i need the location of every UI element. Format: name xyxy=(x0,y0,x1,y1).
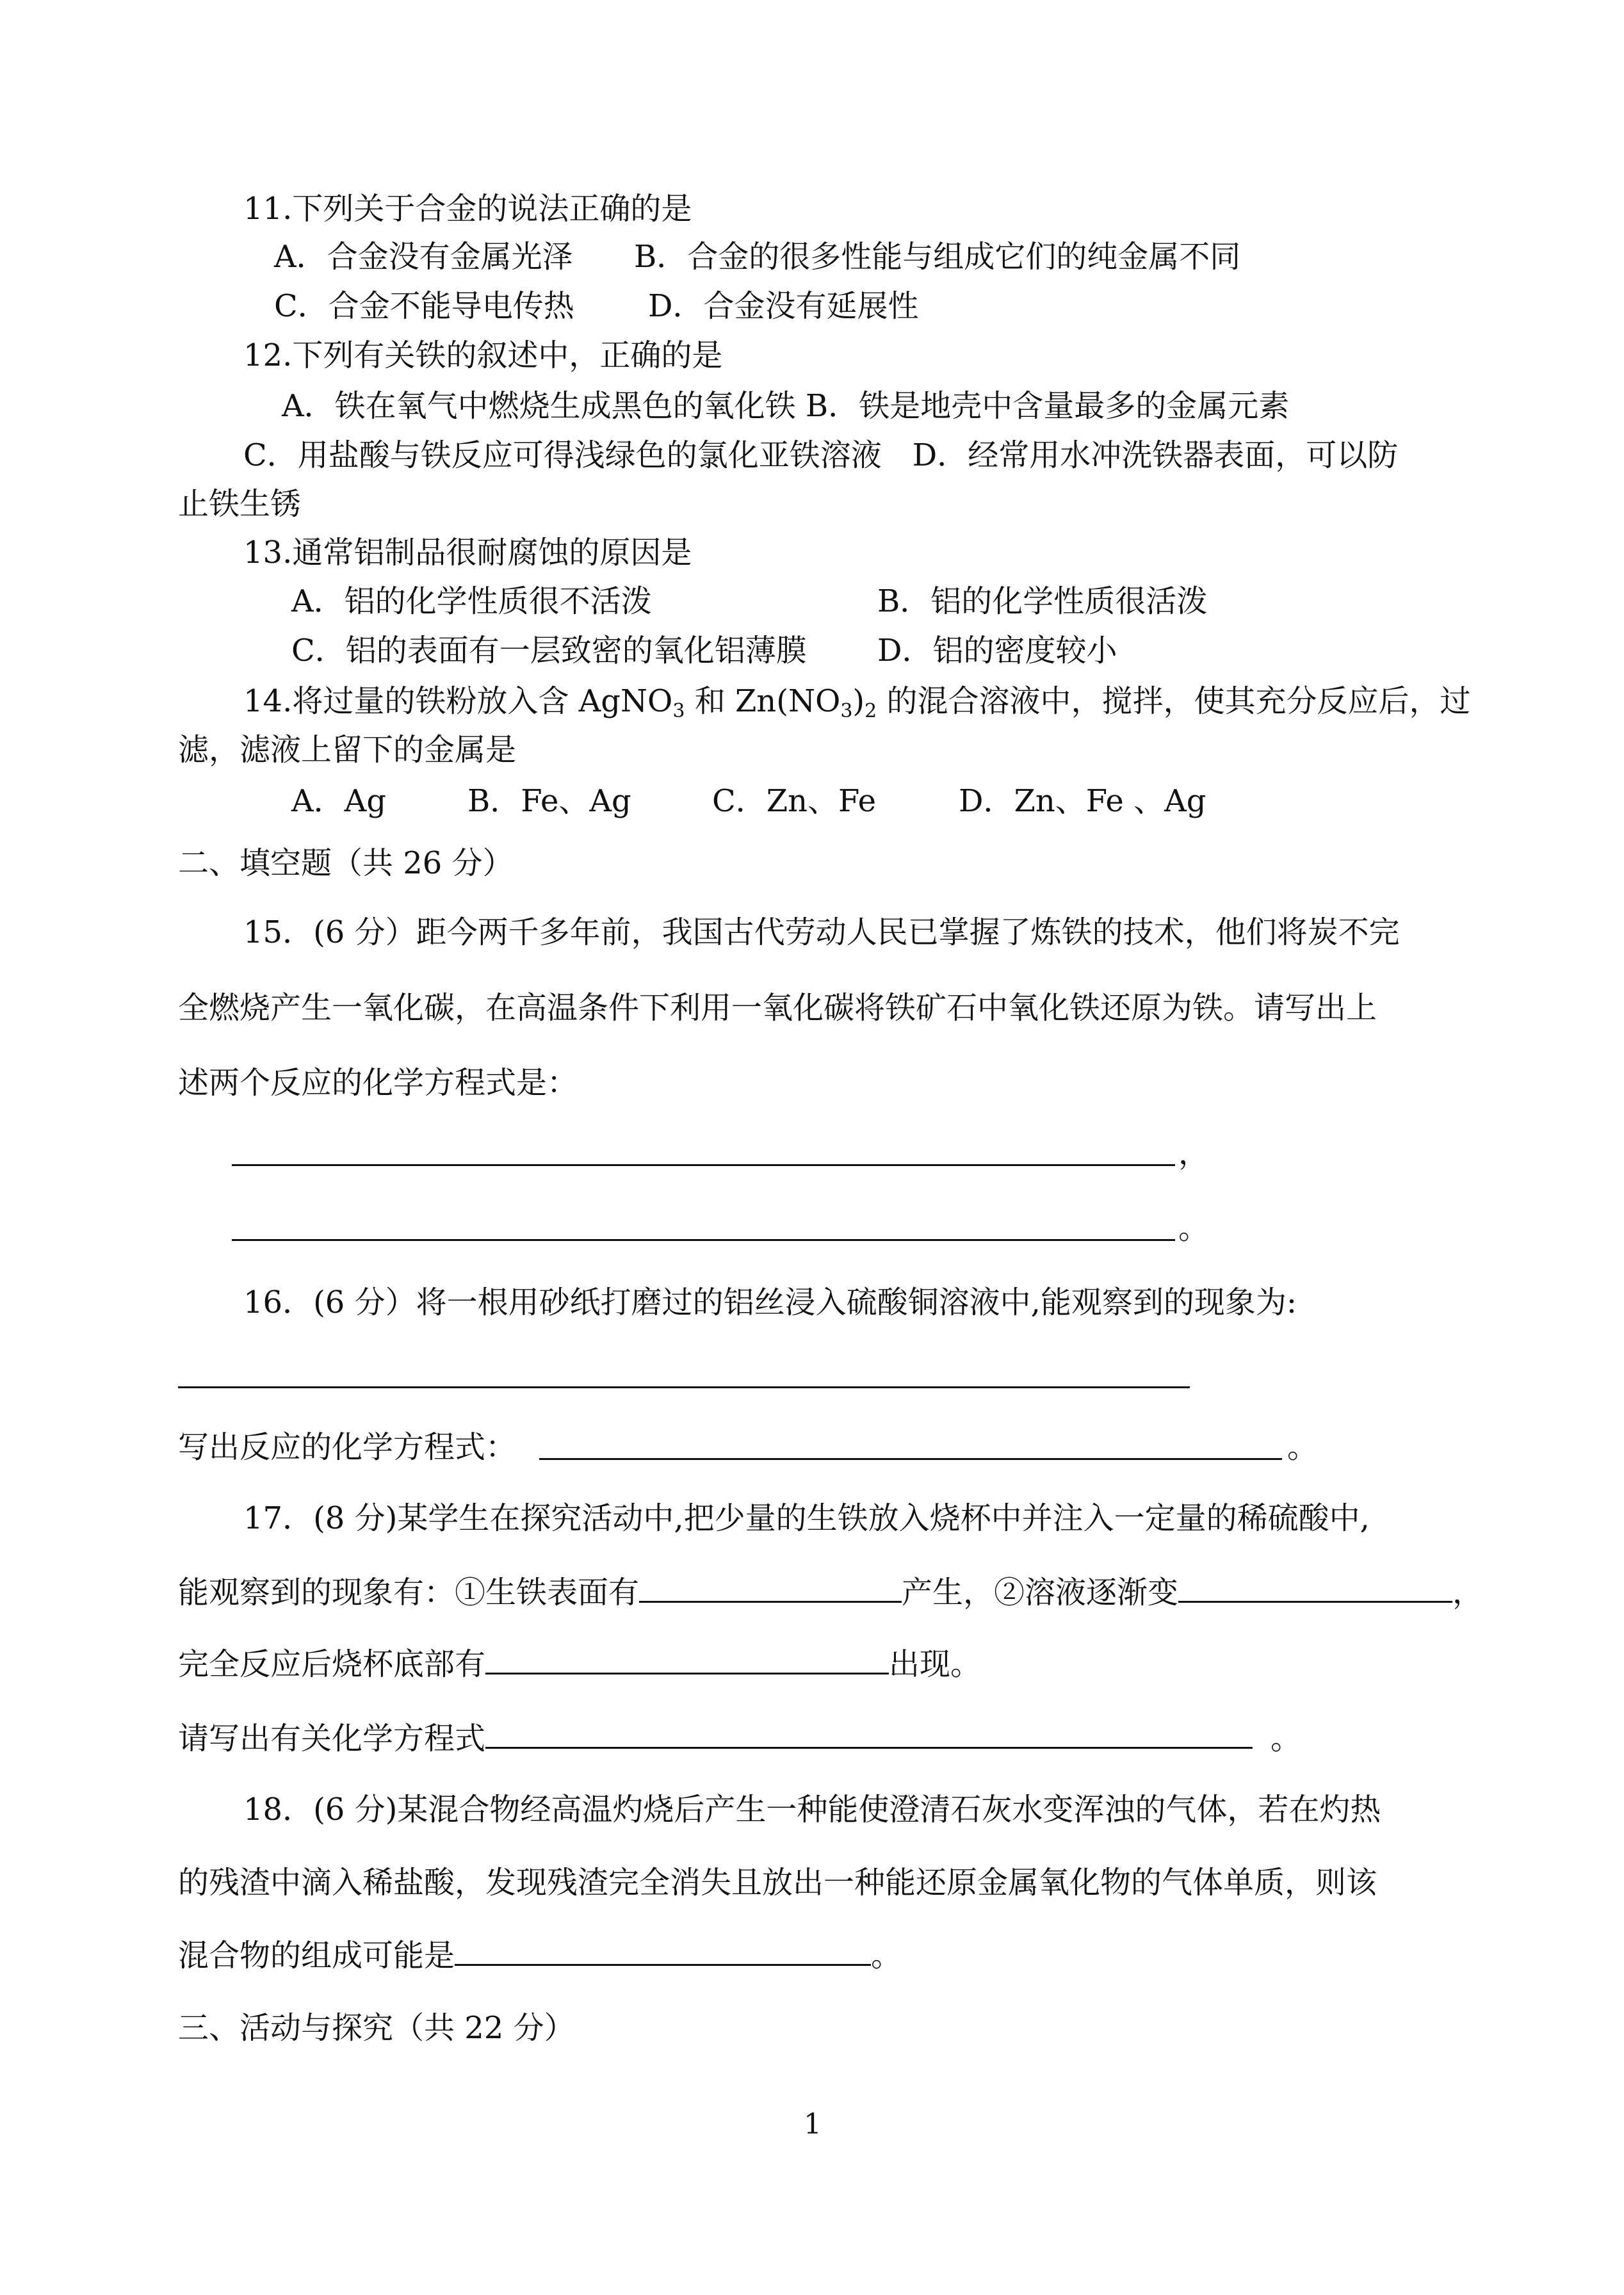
q17-line-2-part-a: 能观察到的现象有：①生铁表面有 xyxy=(178,1575,640,1610)
q17-line-4 xyxy=(178,1717,1301,1758)
q11-option-c: C．合金不能导电传热 xyxy=(274,288,574,324)
q17-line-1: 17．(8 分)某学生在探究活动中,把少量的生铁放入烧杯中并注入一定量的稀硫酸中, xyxy=(243,1500,1370,1536)
q17-blank-residue[interactable] xyxy=(485,1643,889,1675)
q14-stem-mid2: ) xyxy=(852,683,865,719)
q17-blank-gas[interactable] xyxy=(639,1571,902,1603)
q13-option-c: C．铝的表面有一层致密的氧化铝薄膜 xyxy=(291,633,807,669)
q12-continuation: 止铁生锈 xyxy=(178,486,302,522)
q11-stem: 11.下列关于合金的说法正确的是 xyxy=(243,191,692,227)
q14-stem-post: 的混合溶液中，搅拌，使其充分反应后，过 xyxy=(877,683,1471,719)
q16-observation-blank[interactable] xyxy=(178,1386,1190,1388)
q15-line-1: 15．(6 分）距今两千多年前，我国古代劳动人民已掌握了炼铁的技术，他们将炭不完 xyxy=(243,914,1400,950)
q16-equation-label: 写出反应的化学方程式： xyxy=(178,1429,517,1465)
q12-stem: 12.下列有关铁的叙述中，正确的是 xyxy=(243,337,723,373)
q15-answer-blank-1[interactable] xyxy=(232,1164,1175,1166)
q11-option-a: A．合金没有金属光泽 xyxy=(274,239,573,275)
q14-option-a: A．Ag xyxy=(291,783,387,819)
q14-sub-3: 2 xyxy=(865,700,877,722)
section-3-heading: 三、活动与探究（共 22 分） xyxy=(178,2010,575,2046)
q16-end: 。 xyxy=(1287,1429,1319,1465)
q17-line-3-part-a: 完全反应后烧杯底部有 xyxy=(178,1646,486,1682)
q13-option-b: B．铝的化学性质很活泼 xyxy=(877,583,1208,619)
q14-stem-pre: 14.将过量的铁粉放入含 AgNO xyxy=(243,683,673,719)
q15-blank-1-end: ， xyxy=(1178,1135,1210,1171)
section-2-heading: 二、填空题（共 26 分） xyxy=(178,845,514,881)
q13-option-a: A．铝的化学性质很不活泼 xyxy=(291,583,652,619)
q15-line-3: 述两个反应的化学方程式是： xyxy=(178,1065,578,1101)
q14-option-d: D．Zn、Fe 、Ag xyxy=(959,783,1206,819)
q17-blank-equation[interactable] xyxy=(485,1717,1253,1749)
q15-blank-2-end: 。 xyxy=(1178,1210,1210,1246)
q15-line-2: 全燃烧产生一氧化碳，在高温条件下利用一氧化碳将铁矿石中氧化铁还原为铁。请写出上 xyxy=(178,990,1377,1026)
q14-continuation: 滤，滤液上留下的金属是 xyxy=(178,732,517,768)
q13-stem: 13.通常铝制品很耐腐蚀的原因是 xyxy=(243,535,692,571)
q11-option-b: B．合金的很多性能与组成它们的纯金属不同 xyxy=(634,239,1241,275)
q12-options-ab: A．铁在氧气中燃烧生成黑色的氧化铁 B．铁是地壳中含量最多的金属元素 xyxy=(282,388,1290,424)
q14-stem xyxy=(243,681,1471,721)
q16-equation-blank[interactable] xyxy=(539,1458,1282,1460)
q14-option-b: B．Fe、Ag xyxy=(467,783,631,819)
q14-option-c: C．Zn、Fe xyxy=(712,783,877,819)
q13-option-d: D．铝的密度较小 xyxy=(877,633,1117,669)
q17-line-2-part-b: 产生，②溶液逐渐变 xyxy=(902,1575,1179,1610)
q17-line-4-part-b: 。 xyxy=(1271,1721,1302,1756)
q17-line-2 xyxy=(178,1571,1483,1612)
q18-line-2: 的残渣中滴入稀盐酸，发现残渣完全消失且放出一种能还原金属氧化物的气体单质，则该 xyxy=(178,1865,1377,1901)
q12-options-cd: C．用盐酸与铁反应可得浅绿色的氯化亚铁溶液 D．经常用水冲洗铁器表面，可以防 xyxy=(243,437,1399,473)
q14-sub-2: 3 xyxy=(840,700,853,722)
q14-stem-mid: 和 Zn(NO xyxy=(685,683,841,719)
q18-line-3-part-b: 。 xyxy=(871,1938,902,1974)
q14-sub-1: 3 xyxy=(672,700,685,722)
q18-line-3 xyxy=(178,1934,902,1975)
q17-blank-color[interactable] xyxy=(1178,1571,1452,1603)
page-number: 1 xyxy=(804,2108,822,2141)
q17-line-4-part-a: 请写出有关化学方程式 xyxy=(178,1721,486,1756)
q17-line-3-part-b: 出现。 xyxy=(889,1646,982,1682)
q18-blank-composition[interactable] xyxy=(455,1934,871,1966)
q15-answer-blank-2[interactable] xyxy=(232,1239,1175,1241)
q18-line-3-part-a: 混合物的组成可能是 xyxy=(178,1938,455,1974)
q18-line-1: 18．(6 分)某混合物经高温灼烧后产生一种能使澄清石灰水变浑浊的气体，若在灼热 xyxy=(243,1792,1381,1828)
q17-line-3 xyxy=(178,1643,981,1684)
q16-line-1: 16．(6 分）将一根用砂纸打磨过的铝丝浸入硫酸铜溶液中,能观察到的现象为: xyxy=(243,1285,1297,1320)
q17-line-2-part-c: ， xyxy=(1452,1575,1484,1610)
q11-option-d: D．合金没有延展性 xyxy=(648,288,919,324)
